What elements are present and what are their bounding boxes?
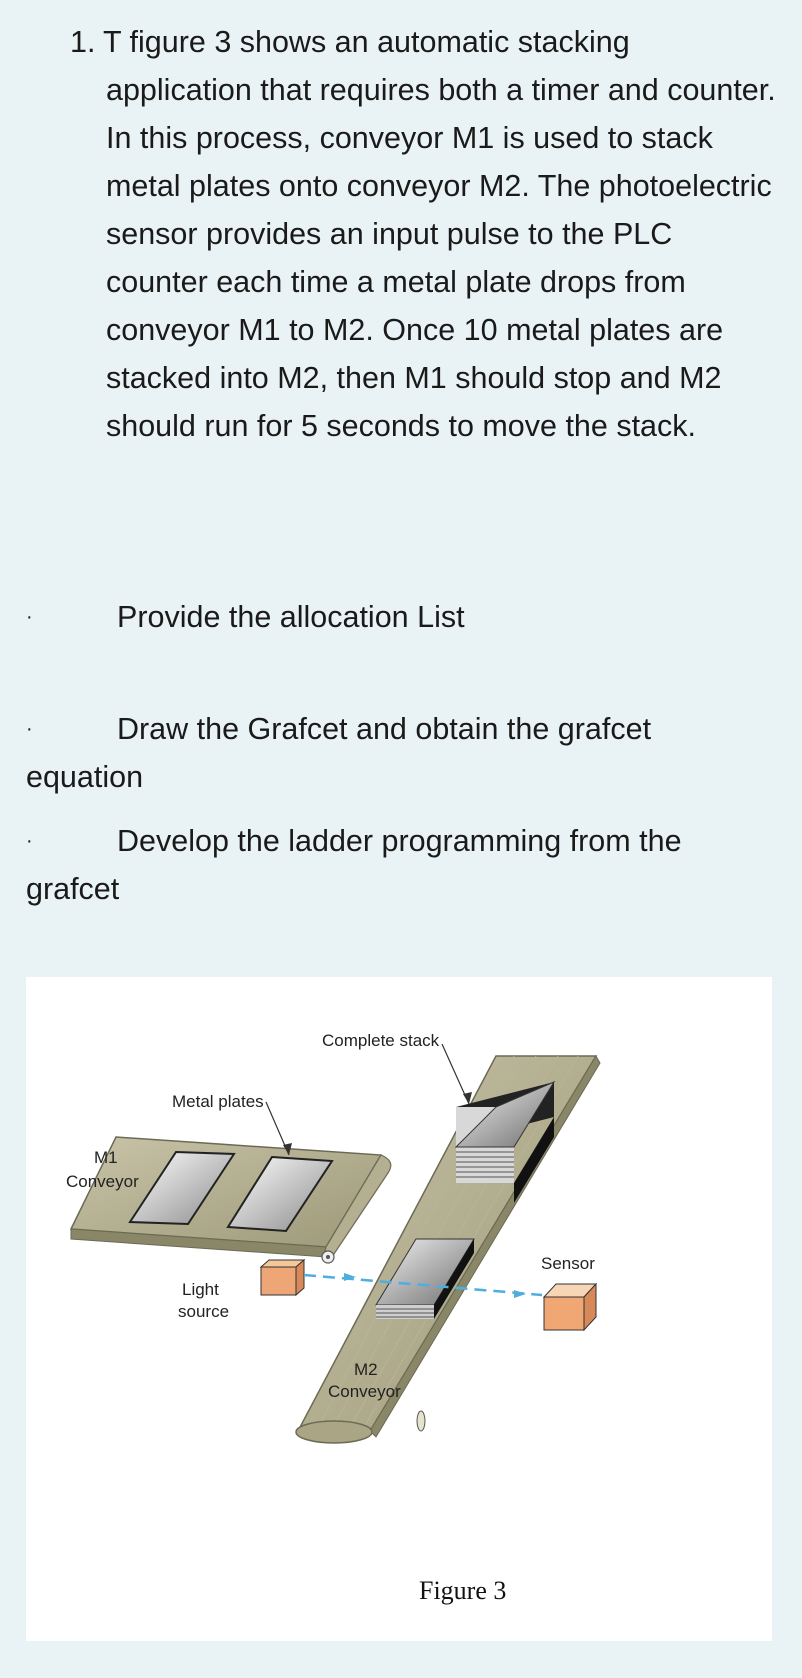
task-text: Provide the allocation List: [117, 600, 465, 634]
label-light: Light: [182, 1280, 219, 1299]
figure-3: [26, 977, 772, 1641]
question-number: 1.: [70, 25, 96, 59]
task-item-grafcet: [26, 705, 776, 801]
task-text: Develop the ladder programming from the grafcet: [26, 824, 682, 906]
bullet-marker: ·: [26, 718, 33, 740]
label-m1: M1: [94, 1148, 118, 1167]
task-text: Draw the Grafcet and obtain the grafcet equation: [26, 712, 652, 794]
label-metal-plates: Metal plates: [172, 1092, 264, 1111]
label-sensor: Sensor: [541, 1254, 595, 1273]
bullet-marker: ·: [26, 830, 33, 852]
label-light-source: source: [178, 1302, 230, 1321]
question-block: [70, 18, 780, 450]
conveyor-illustration: [26, 977, 772, 1641]
label-m2-conveyor: Conveyor: [328, 1382, 401, 1401]
task-item-ladder: [26, 817, 776, 913]
task-item-allocation: [26, 593, 776, 641]
bullet-marker: ·: [26, 606, 33, 628]
label-m1-conveyor: Conveyor: [66, 1172, 139, 1191]
question-text: T figure 3 shows an automatic stacking application that requires both a timer and counter. In this process, conveyor M1 is used to stack metal plates onto conveyor M2. The photoelectric sensor provides an input pulse to the PLC counter each time a metal plate drops from conveyor M1 to M2. Once 10 metal plates are stacked into M2, then M1 should stop and M2 should run for 5 seconds to move the stack.: [103, 25, 776, 443]
label-m2: M2: [354, 1360, 378, 1379]
figure-caption: Figure 3: [419, 1576, 507, 1605]
light-source-block: [261, 1260, 304, 1295]
sensor-block: [544, 1284, 596, 1330]
label-complete-stack: Complete stack: [322, 1031, 440, 1050]
